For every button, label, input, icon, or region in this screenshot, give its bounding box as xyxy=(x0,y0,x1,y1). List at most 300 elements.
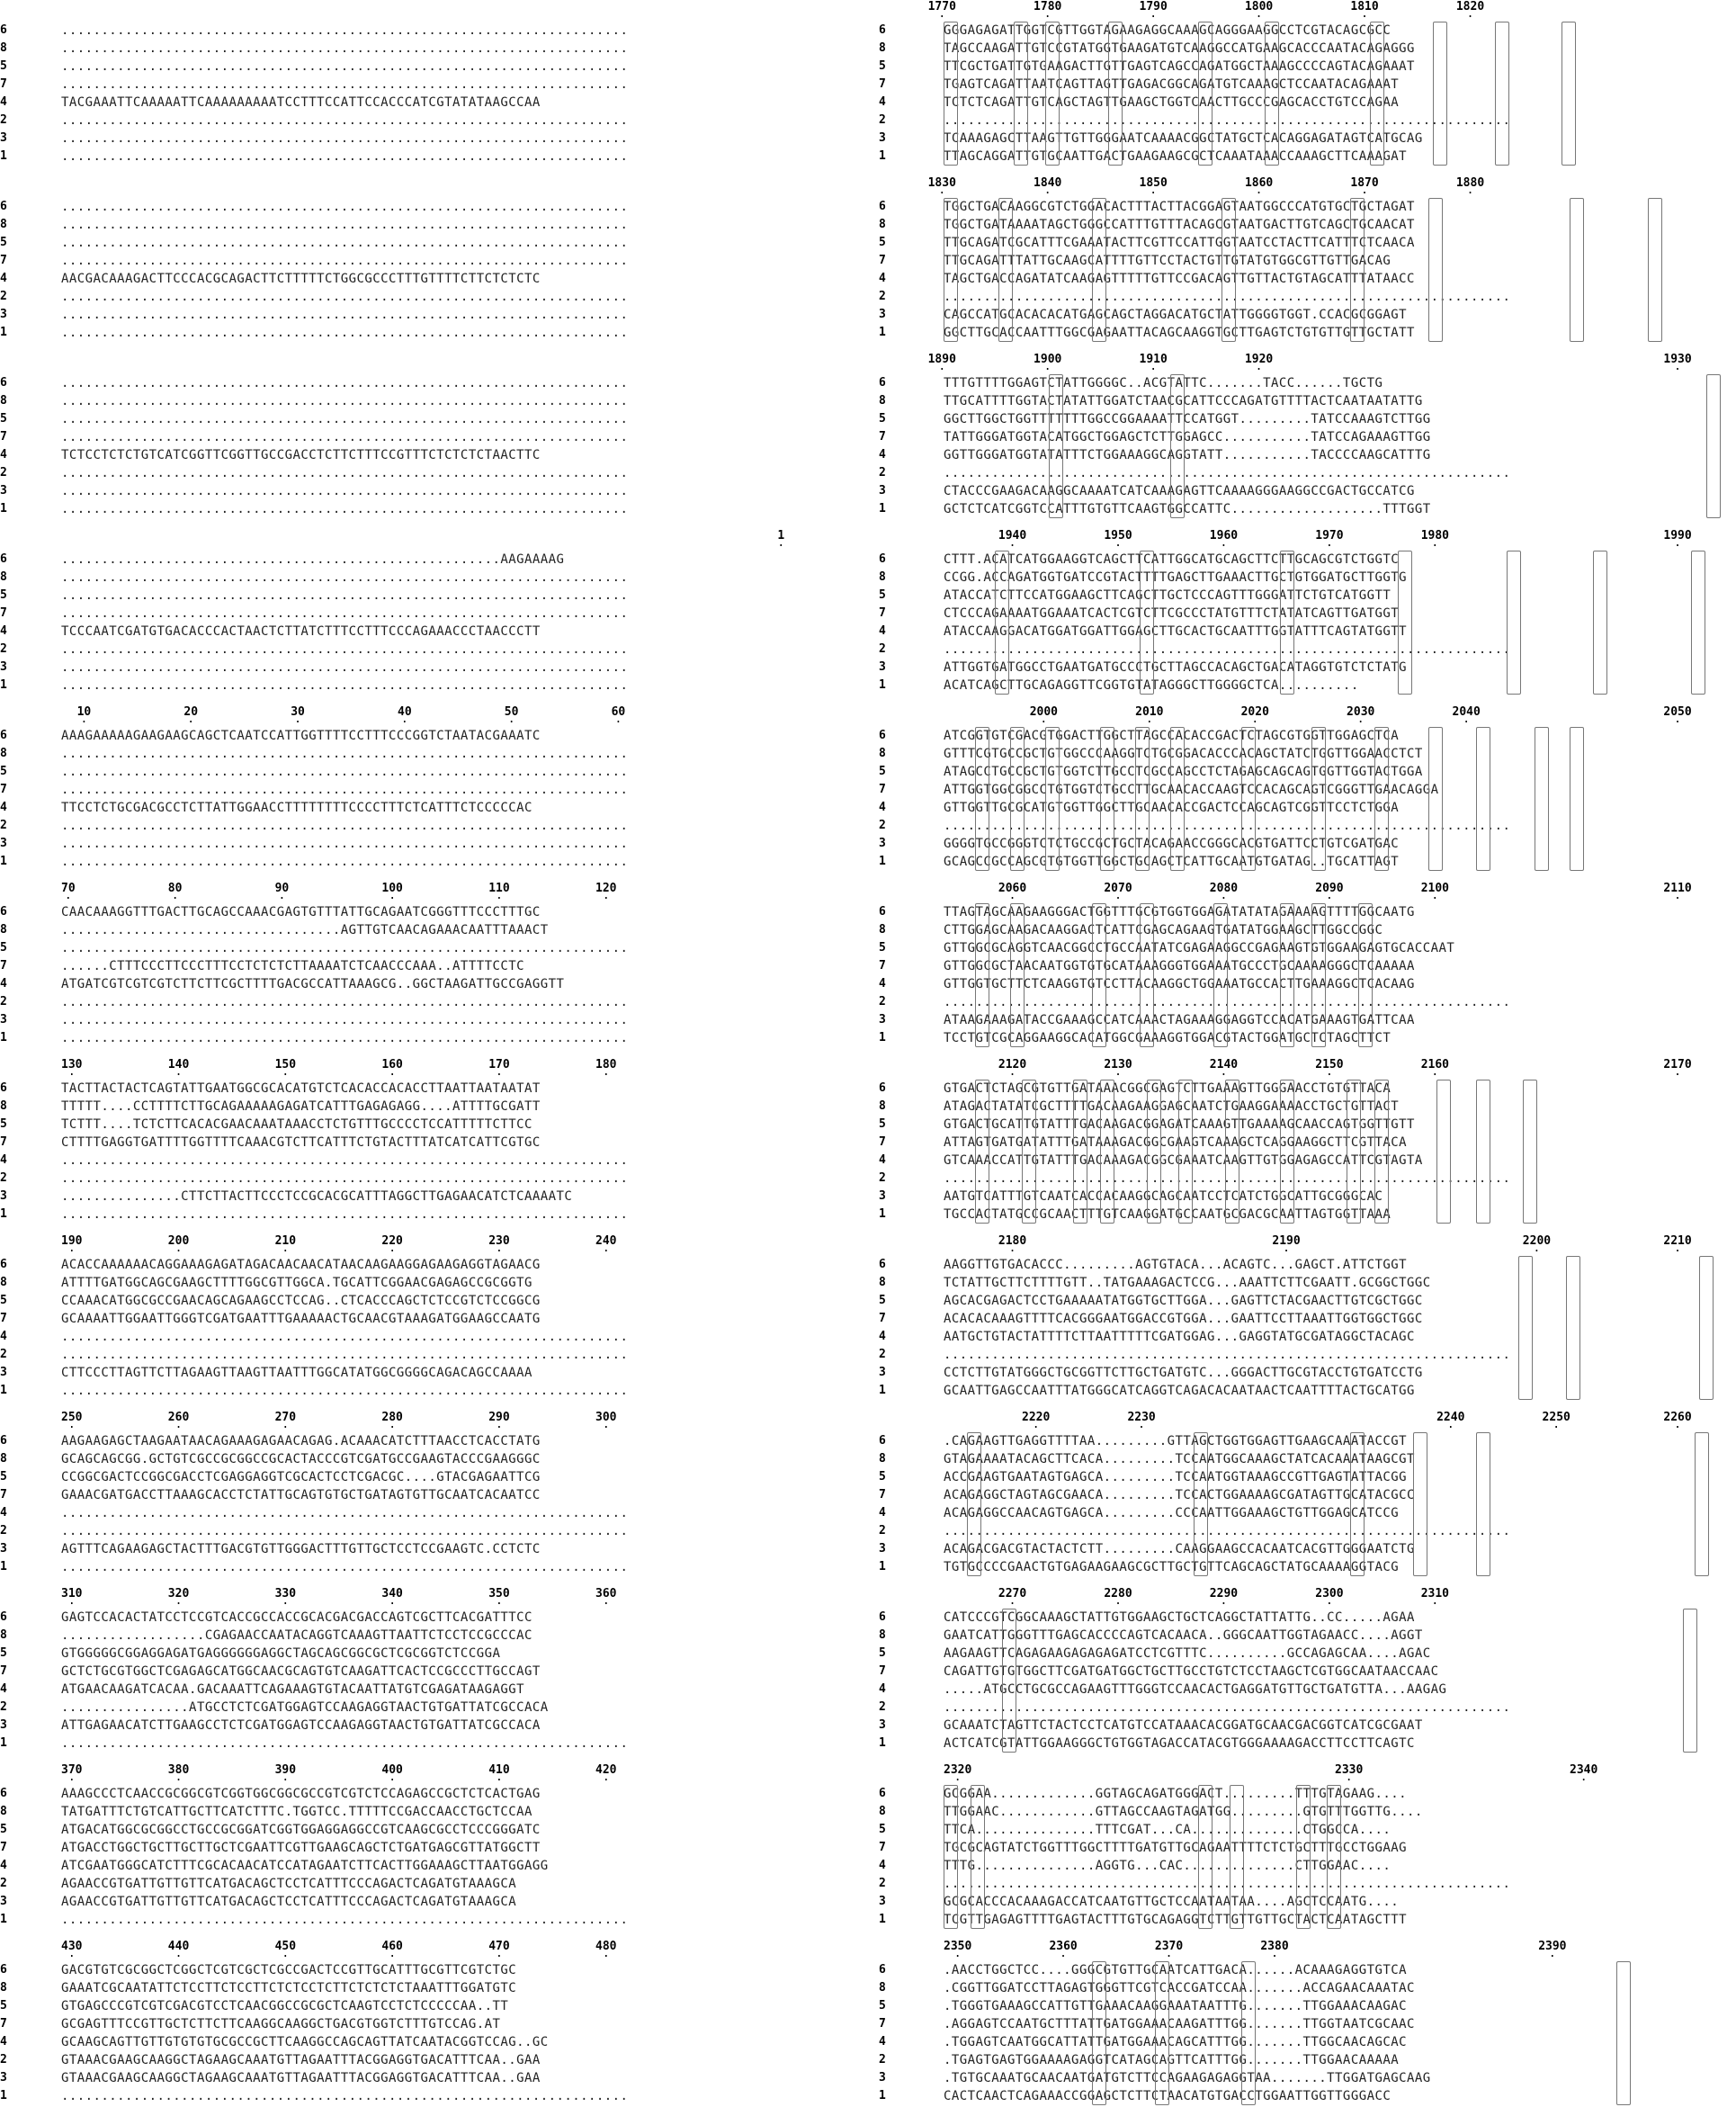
sequence-text: CATCCCGTCGGCAAAGCTATTGTGGAAGCTGCTCAGGCTATTATTG..CC.....AGAA xyxy=(944,1610,1415,1625)
sequence-id: 3 xyxy=(0,1542,7,1556)
sequence-row xyxy=(0,727,868,745)
alignment-block xyxy=(0,529,868,704)
sequence-row xyxy=(0,1382,868,1400)
sequence-id: 6 xyxy=(0,1434,7,1448)
sequence-row xyxy=(0,1152,868,1170)
sequence-text: TTGCATTTTGGTACTATATTGGATCTAACGCATTCCCAGATGTTTTACTCAATAATATTG xyxy=(944,394,1423,408)
position-tick-label: 1970 . xyxy=(1315,529,1343,542)
sequence-text: GCTCTGCGTGGCTCGAGAGCATGGCAACGCAGTGTCAAGATTCACTCCGCCCTTGCCAGT xyxy=(61,1664,541,1679)
sequence-text: GAAACGATGACCTTAAAGCACCTCTATTGCAGTGTGCTGATAGTGTTGCAATCACAATCC xyxy=(61,1488,541,1502)
sequence-text: GTTGGCGCTAACAATGGTGTGCATAAAGGGTGGAAATGCCCTGCAAAAGGGCTCAAAAA xyxy=(944,959,1415,973)
position-tick-label: 2220 . xyxy=(1022,1411,1050,1424)
sequence-text: ....................................................................... xyxy=(61,484,629,498)
sequence-text: ....................................................................... xyxy=(61,1031,629,1045)
sequence-row xyxy=(868,993,1736,1011)
position-tick-label: 2390 . xyxy=(1538,1940,1566,1953)
sequence-text: CAACAAAGGTTTGACTTGCAGCCAAACGAGTGTTTATTGCAGAATCGGGTTTCCCTTTGC xyxy=(61,905,541,919)
sequence-text: ....................................................................... xyxy=(61,1560,629,1574)
sequence-text: ....................................................................... xyxy=(61,430,629,444)
sequence-id: 8 xyxy=(0,1981,7,1995)
sequence-text: ....................................................................... xyxy=(61,941,629,955)
sequence-text: GTTGGCGCAGGTCAACGGCCTGCCAATATCGAGAAGGCCGAGAAGTGTGGAAGAGTGCACCAAT xyxy=(944,941,1455,955)
sequence-text: TCGTTGAGAGTTTTGAGTACTTTGTGCAGAGGTCTTGTTGTTGCTACTCAATAGCTTT xyxy=(944,1913,1407,1927)
sequence-row xyxy=(868,1346,1736,1364)
sequence-text: ....................................................................... xyxy=(61,678,629,693)
sequence-id: 6 xyxy=(879,1258,886,1271)
sequence-id: 2 xyxy=(0,113,7,127)
sequence-row xyxy=(868,799,1736,817)
sequence-id: 8 xyxy=(0,747,7,760)
sequence-row xyxy=(868,763,1736,781)
position-tick-label: 220 . xyxy=(381,1234,402,1248)
sequence-text: AAGAAGTTCAGAGAAGAGAGAGATCCTCGTTTC..........GCCAGAGCAA....AGAC xyxy=(944,1646,1431,1661)
sequence-id: 4 xyxy=(0,272,7,285)
sequence-row xyxy=(868,464,1736,482)
sequence-row xyxy=(0,1699,868,1717)
position-tick-label: 2120 . xyxy=(998,1058,1026,1071)
sequence-id: 8 xyxy=(879,394,886,408)
sequence-row xyxy=(868,1170,1736,1188)
sequence-id: 8 xyxy=(0,1452,7,1466)
sequence-text: ....................................................................... xyxy=(61,1736,629,1751)
sequence-row xyxy=(868,587,1736,605)
position-tick-label: 40 . xyxy=(398,705,412,719)
sequence-id: 1 xyxy=(879,1736,886,1750)
position-tick-label: 2060 . xyxy=(998,882,1026,895)
sequence-id: 8 xyxy=(879,1099,886,1113)
position-tick-label: 2240 . xyxy=(1436,1411,1464,1424)
sequence-row xyxy=(868,641,1736,659)
sequence-row xyxy=(0,40,868,58)
sequence-id: 1 xyxy=(0,1207,7,1221)
position-ruler xyxy=(0,0,868,16)
sequence-id: 2 xyxy=(0,1171,7,1185)
sequence-row xyxy=(0,1717,868,1735)
sequence-text: .....ATGCCTGCGCCAGAAGTTTGGGTCCAACACTGAGGATGTTGCTGATGTTA...AAGAG xyxy=(944,1682,1447,1697)
sequence-id: 5 xyxy=(879,1999,886,2013)
sequence-text: GAATCATTGGGTTTGAGCACCCCAGTCACAACA..GGGCAATTGGTAGAACC....AGGT xyxy=(944,1628,1423,1643)
sequence-id: 5 xyxy=(0,1823,7,1836)
position-tick-label: 340 . xyxy=(381,1587,402,1600)
alignment-block xyxy=(0,176,868,352)
sequence-row xyxy=(868,1364,1736,1382)
sequence-text: ....................................................................... xyxy=(944,290,1511,304)
sequence-row xyxy=(0,94,868,112)
sequence-row xyxy=(868,306,1736,324)
sequence-id: 1 xyxy=(0,855,7,868)
sequence-row xyxy=(868,903,1736,921)
sequence-row xyxy=(0,1893,868,1911)
sequence-id: 6 xyxy=(0,552,7,566)
sequence-id: 5 xyxy=(879,588,886,602)
position-tick-label: 1780 . xyxy=(1034,0,1061,13)
sequence-text: ATACCAAGGACATGGATGGATTGGAGCTTGCACTGCAATTTGGTATTTCAGTATGGTT xyxy=(944,624,1407,639)
alignment-block xyxy=(868,705,1736,881)
sequence-text: GTGAGCCCGTCGTCGACGTCCTCAACGGCCGCGCTCAAGTCCTCTCCCCCAA..TT xyxy=(61,1999,509,2013)
sequence-text: CCTCTTGTATGGGCTGCGGTTCTTGCTGATGTC...GGGACTTGCGTACCTGTGATCCTG xyxy=(944,1366,1423,1380)
position-tick-label: 200 . xyxy=(168,1234,189,1248)
position-tick-label: 1790 . xyxy=(1140,0,1168,13)
position-tick-label: 350 . xyxy=(488,1587,509,1600)
sequence-row xyxy=(0,1504,868,1522)
position-ruler xyxy=(0,1234,868,1251)
position-tick-label: 1860 . xyxy=(1245,176,1273,190)
sequence-row xyxy=(868,623,1736,641)
position-tick-label: 1900 . xyxy=(1034,353,1061,366)
sequence-row xyxy=(0,1256,868,1274)
position-tick-label: 180 . xyxy=(595,1058,616,1071)
position-tick-label: 1960 . xyxy=(1210,529,1238,542)
sequence-id: 7 xyxy=(0,783,7,796)
sequence-row xyxy=(0,1080,868,1098)
sequence-id: 7 xyxy=(0,1312,7,1325)
sequence-id: 5 xyxy=(0,765,7,778)
sequence-id: 2 xyxy=(879,466,886,480)
position-tick-label: 2280 . xyxy=(1104,1587,1132,1600)
sequence-id: 8 xyxy=(0,1805,7,1818)
sequence-row xyxy=(868,130,1736,148)
position-tick-label: 1990 . xyxy=(1663,529,1691,542)
sequence-text: ....................................................................... xyxy=(944,642,1511,657)
sequence-text: ....................................................................... xyxy=(61,41,629,56)
sequence-row xyxy=(868,1134,1736,1152)
sequence-id: 5 xyxy=(879,59,886,73)
sequence-text: ATGACATGGCGCGGCCTGCCGCGGATCGGTGGAGGAGGCCGTCAAGCGCCTCCCGGGATC xyxy=(61,1823,541,1837)
sequence-row xyxy=(868,1540,1736,1558)
sequence-row xyxy=(0,799,868,817)
sequence-row xyxy=(0,2015,868,2033)
position-tick-label: 1810 . xyxy=(1350,0,1378,13)
sequence-text: .TGGAGTCAATGGCATTATTGATGGAAACAGCATTTGG.......TTGGCAACAGCAC xyxy=(944,2035,1407,2049)
alignment-block xyxy=(0,1234,868,1410)
sequence-id: 8 xyxy=(879,570,886,584)
sequence-row xyxy=(0,130,868,148)
sequence-id: 6 xyxy=(879,729,886,742)
sequence-id: 1 xyxy=(879,1031,886,1045)
sequence-row xyxy=(0,1875,868,1893)
sequence-text: ....................................................................... xyxy=(61,326,629,340)
sequence-row xyxy=(0,1803,868,1821)
sequence-row xyxy=(0,1274,868,1292)
sequence-text: ....................................................................... xyxy=(61,995,629,1009)
sequence-row xyxy=(868,1803,1736,1821)
sequence-row xyxy=(0,2033,868,2051)
sequence-id: 5 xyxy=(0,1294,7,1307)
sequence-row xyxy=(868,835,1736,853)
sequence-row xyxy=(868,1911,1736,1929)
sequence-row xyxy=(868,374,1736,392)
sequence-text: ....................................................................... xyxy=(61,290,629,304)
sequence-row xyxy=(868,659,1736,677)
sequence-text: .CGGTTGGATCCTTAGAGTGGGTTCGTCACCGATCCAA.......ACCAGAACAAATAC xyxy=(944,1981,1415,1995)
sequence-id: 1 xyxy=(879,2089,886,2103)
sequence-row xyxy=(868,1735,1736,1753)
position-tick-label: 2250 . xyxy=(1543,1411,1570,1424)
position-tick-label: 440 . xyxy=(168,1940,189,1953)
sequence-id: 1 xyxy=(879,855,886,868)
sequence-text: TCCCAATCGATGTGACACCCACTAACTCTTATCTTTCCTTTCCCAGAAACCCTAACCCTT xyxy=(61,624,541,639)
sequence-row xyxy=(868,1468,1736,1486)
position-tick-label: 2380 . xyxy=(1260,1940,1288,1953)
position-tick-label: 2260 . xyxy=(1663,1411,1691,1424)
sequence-text: ....................................................................... xyxy=(61,855,629,869)
sequence-row xyxy=(868,957,1736,975)
sequence-text: TATTGGGATGGTACATGGCTGGAGCTCTTGGAGCC...........TATCCAGAAAGTTGG xyxy=(944,430,1431,444)
sequence-text: ....................................................................... xyxy=(61,218,629,232)
sequence-text: AAGAAGAGCTAAGAATAACAGAAAGAGAACAGAG.ACAAACATCTTTAACCTCACCTATG xyxy=(61,1434,541,1448)
sequence-text: TTAGCAGGATTGTGCAATTGACTGAAGAAGCGCTCAAATAAACCAAAGCTTCAAAGAT xyxy=(944,149,1407,164)
alignment-block xyxy=(0,1587,868,1762)
sequence-id: 6 xyxy=(879,1963,886,1977)
position-ruler xyxy=(868,1763,1736,1780)
sequence-id: 1 xyxy=(879,502,886,516)
sequence-text: ....................................................................... xyxy=(61,1913,629,1927)
sequence-text: ACAGACGACGTACTACTCTT.........CAAGGAAGCCACAATCACGTTGGGAATCTG xyxy=(944,1542,1415,1556)
sequence-id: 4 xyxy=(0,1330,7,1343)
sequence-id: 4 xyxy=(0,2035,7,2049)
position-tick-label: 2290 . xyxy=(1210,1587,1238,1600)
position-tick-label: 1850 . xyxy=(1140,176,1168,190)
sequence-text: ATGAACAAGATCACAA.GACAAATTCAGAAAGTGTACAATTATGTCGAGATAAGAGGT xyxy=(61,1682,524,1697)
sequence-text: ACAGAGGCCAACAGTGAGCA.........CCCAATTGGAAAGCTGTTGGAGCATCCG xyxy=(944,1506,1400,1520)
sequence-text: ....................................................................... xyxy=(944,113,1511,128)
sequence-row xyxy=(868,392,1736,410)
sequence-row xyxy=(868,1188,1736,1206)
sequence-id: 7 xyxy=(0,1664,7,1678)
sequence-text: TTTG...............AGGTG...CAC..............CTTGGAAC.... xyxy=(944,1859,1391,1873)
sequence-id: 1 xyxy=(0,678,7,692)
sequence-row xyxy=(868,446,1736,464)
alignment-block xyxy=(868,1234,1736,1410)
sequence-text: CAGATTGTGTGGCTTCGATGATGGCTGCTTGCCTGTCTCCTAAGCTCGTGGCAATAACCAAC xyxy=(944,1664,1439,1679)
sequence-text: ....................................................................... xyxy=(61,747,629,761)
sequence-id: 1 xyxy=(879,326,886,339)
sequence-row xyxy=(0,500,868,518)
sequence-text: ....................................................................... xyxy=(61,837,629,851)
sequence-row xyxy=(868,2051,1736,2069)
sequence-text: ....................................................................... xyxy=(61,1524,629,1538)
sequence-row xyxy=(0,428,868,446)
sequence-row xyxy=(868,288,1736,306)
alignment-block xyxy=(868,1411,1736,1586)
position-tick-label: 2090 . xyxy=(1315,882,1343,895)
sequence-row xyxy=(868,428,1736,446)
sequence-row xyxy=(0,58,868,76)
sequence-id: 3 xyxy=(879,837,886,850)
sequence-id: 4 xyxy=(879,977,886,991)
sequence-row xyxy=(868,1080,1736,1098)
sequence-text: TATGATTTCTGTCATTGCTTCATCTTTC.TGGTCC.TTTTTCCGACCAACCTGCTCCAA xyxy=(61,1805,532,1819)
sequence-row xyxy=(868,1645,1736,1663)
sequence-id: 4 xyxy=(0,95,7,109)
sequence-row xyxy=(868,1292,1736,1310)
position-tick-label: 470 . xyxy=(488,1940,509,1953)
sequence-row xyxy=(0,1961,868,1979)
sequence-row xyxy=(0,2087,868,2105)
sequence-id: 7 xyxy=(879,77,886,91)
position-tick-label: 150 . xyxy=(275,1058,296,1071)
sequence-id: 2 xyxy=(0,290,7,303)
sequence-row xyxy=(0,464,868,482)
sequence-row xyxy=(868,605,1736,623)
sequence-id: 8 xyxy=(879,923,886,937)
position-ruler xyxy=(868,1234,1736,1251)
sequence-text: ......CTTTCCCTTCCCTTTCCTCTCTCTTAAAATCTCAACCCAAA..ATTTTCCTC xyxy=(61,959,524,973)
sequence-id: 4 xyxy=(879,801,886,814)
sequence-text: CTTT.ACATCATGGAAGGTCAGCTTCATTGGCATGCAGCTTCTTGCAGCGTCTGGTC xyxy=(944,552,1400,567)
sequence-text: .TGGGTGAAAGCCATTGTTGAAACAAGGAAATAATTTG.......TTGGAAACAAGAC xyxy=(944,1999,1407,2013)
position-ruler xyxy=(868,882,1736,898)
sequence-row xyxy=(0,1522,868,1540)
alignment-block xyxy=(868,529,1736,704)
sequence-id: 1 xyxy=(879,678,886,692)
position-ruler xyxy=(0,705,868,722)
sequence-id: 7 xyxy=(0,1841,7,1854)
sequence-text: .AGGAGTCCAATGCTTTATTGATGGAAACAAGATTTGG.......TTGGTAATCGCAAC xyxy=(944,2017,1415,2031)
sequence-row xyxy=(868,1011,1736,1029)
sequence-row xyxy=(0,1735,868,1753)
sequence-text: TGGCTGATAAAATAGCTGGGCCATTTGTTTACAGCGTAATGACTTGTCAGCTGCAACAT xyxy=(944,218,1415,232)
position-tick-label: 170 . xyxy=(488,1058,509,1071)
sequence-text: ATGACCTGGCTGCTTGCTTGCTCGAATTCGTTGAAGCAGCTCTGATGAGCGTTATGGCTT xyxy=(61,1841,541,1855)
alignment-block xyxy=(0,1763,868,1939)
sequence-row xyxy=(0,975,868,993)
sequence-row xyxy=(0,2051,868,2069)
sequence-row xyxy=(0,410,868,428)
position-ruler xyxy=(868,0,1736,16)
sequence-id: 3 xyxy=(0,837,7,850)
sequence-id: 1 xyxy=(879,149,886,163)
sequence-id: 4 xyxy=(0,448,7,462)
sequence-row xyxy=(868,1857,1736,1875)
position-ruler xyxy=(0,353,868,369)
sequence-row xyxy=(868,324,1736,342)
sequence-row xyxy=(0,374,868,392)
sequence-row xyxy=(0,270,868,288)
sequence-id: 2 xyxy=(0,1348,7,1361)
sequence-row xyxy=(0,1979,868,1997)
alignment-block xyxy=(0,1411,868,1586)
sequence-text: ....................................................................... xyxy=(61,149,629,164)
position-tick-label: 1950 . xyxy=(1104,529,1132,542)
sequence-text: GCAAAATTGGAATTGGGTCGATGAATTTGAAAAACTGCAACGTAAAGATGGAAGCCAATG xyxy=(61,1312,541,1326)
sequence-id: 2 xyxy=(879,1171,886,1185)
sequence-text: GTAAACGAAGCAAGGCTAGAAGCAAATGTTAGAATTTACGGAGGTGACATTTCAA..GAA xyxy=(61,2053,541,2067)
sequence-id: 6 xyxy=(879,905,886,919)
position-ruler xyxy=(868,1411,1736,1427)
sequence-id: 6 xyxy=(879,23,886,37)
sequence-id: 2 xyxy=(0,1877,7,1890)
sequence-row xyxy=(868,1116,1736,1134)
position-tick-label: 10 . xyxy=(77,705,92,719)
sequence-row xyxy=(0,148,868,166)
position-tick-label: 1910 . xyxy=(1140,353,1168,366)
sequence-text: CCGGCGACTCCGGCGACCTCGAGGAGGTCGCACTCCTCGACGC....GTACGAGAATTCG xyxy=(61,1470,541,1484)
position-ruler xyxy=(0,1763,868,1780)
sequence-id: 8 xyxy=(879,747,886,760)
sequence-text: GTGGGGGCGGAGGAGATGAGGGGGGAGGCTAGCAGCGGCGCTCGCGGTCTCCGGA xyxy=(61,1646,501,1661)
position-tick-label: 410 . xyxy=(488,1763,509,1777)
alignment-block xyxy=(0,0,868,175)
position-tick-label: 390 . xyxy=(275,1763,296,1777)
position-tick-label: 460 . xyxy=(381,1940,402,1953)
sequence-id: 6 xyxy=(0,1963,7,1977)
position-tick-label: 280 . xyxy=(381,1411,402,1424)
sequence-id: 7 xyxy=(0,2017,7,2031)
sequence-id: 5 xyxy=(879,765,886,778)
position-tick-label: 2020 . xyxy=(1241,705,1269,719)
sequence-row xyxy=(868,1821,1736,1839)
sequence-id: 8 xyxy=(0,41,7,55)
sequence-text: CACTCAACTCAGAAACCGGAGCTCTTCTAACATGTGACCTGGAATTGGTTGGGACC xyxy=(944,2089,1391,2103)
sequence-id: 3 xyxy=(879,131,886,145)
sequence-text: ATTGAGAACATCTTGAAGCCTCTCGATGGAGTCCAAGAGGTAACTGTGATTATCGCCACA xyxy=(61,1718,541,1733)
sequence-id: 5 xyxy=(0,941,7,955)
sequence-row xyxy=(0,605,868,623)
position-tick-label: 1890 . xyxy=(928,353,956,366)
sequence-row xyxy=(0,817,868,835)
sequence-id: 3 xyxy=(0,1718,7,1732)
sequence-id: 4 xyxy=(0,1153,7,1167)
position-tick-label: 2190 . xyxy=(1272,1234,1300,1248)
position-ruler xyxy=(0,1411,868,1427)
position-tick-label: 50 . xyxy=(505,705,519,719)
sequence-row xyxy=(0,76,868,94)
sequence-id: 8 xyxy=(0,570,7,584)
sequence-text: GAGTCCACACTATCCTCCGTCACCGCCACCGCACGACGACCAGTCGCTTCACGATTTCC xyxy=(61,1610,532,1625)
position-tick-label: 2040 . xyxy=(1453,705,1481,719)
sequence-id: 5 xyxy=(879,941,886,955)
alignment-block xyxy=(868,0,1736,175)
sequence-id: 1 xyxy=(0,1736,7,1750)
alignment-block xyxy=(868,1587,1736,1762)
sequence-row xyxy=(868,1432,1736,1450)
sequence-id: 6 xyxy=(879,1787,886,1800)
sequence-row xyxy=(0,1029,868,1047)
sequence-text: GCAAGCAGTTGTTGTGTGTGCGCCGCTTCAAGGCCAGCAGTTATCAATACGGTCCAG..GC xyxy=(61,2035,549,2049)
position-tick-label: 320 . xyxy=(168,1587,189,1600)
sequence-row xyxy=(0,482,868,500)
sequence-id: 7 xyxy=(0,254,7,267)
position-tick-label: 2130 . xyxy=(1104,1058,1132,1071)
sequence-text: ATTGGTGATGGCCTGAATGATGCCCTGCTTAGCCACAGCTGACATAGGTGTCTCTATG xyxy=(944,660,1407,675)
sequence-id: 2 xyxy=(0,995,7,1009)
sequence-text: ....................................................................... xyxy=(61,59,629,74)
sequence-row xyxy=(0,1310,868,1328)
position-tick-label: 420 . xyxy=(595,1763,616,1777)
position-tick-label: 290 . xyxy=(488,1411,509,1424)
sequence-row xyxy=(0,2069,868,2087)
sequence-id: 5 xyxy=(879,1823,886,1836)
sequence-row xyxy=(868,781,1736,799)
sequence-id: 8 xyxy=(879,1981,886,1995)
sequence-text: ACAGAGGCTAGTAGCGAACA.........TCCACTGGAAAAGCGATAGTTGCATACGCC xyxy=(944,1488,1415,1502)
sequence-row xyxy=(868,853,1736,871)
sequence-row xyxy=(0,1292,868,1310)
sequence-text: ....................................................................... xyxy=(61,466,629,480)
sequence-id: 4 xyxy=(879,1153,886,1167)
sequence-row xyxy=(0,1911,868,1929)
sequence-text: CCAAACATGGCGCCGAACAGCAGAAGCCTCCAG..CTCACCCAGCTCTCCGTCTCCGGCG xyxy=(61,1294,541,1308)
position-tick-label: 2360 . xyxy=(1049,1940,1077,1953)
sequence-text: ACCGAAGTGAATAGTGAGCA.........TCCAATGGTAAAGCCGTTGAGTATTACGG xyxy=(944,1470,1407,1484)
sequence-text: ....................................................................... xyxy=(944,1348,1511,1362)
sequence-text: ....................................................................... xyxy=(944,1877,1511,1891)
sequence-id: 4 xyxy=(879,448,886,462)
sequence-id: 3 xyxy=(879,1542,886,1556)
sequence-row xyxy=(0,903,868,921)
position-tick-label: 330 . xyxy=(275,1587,296,1600)
